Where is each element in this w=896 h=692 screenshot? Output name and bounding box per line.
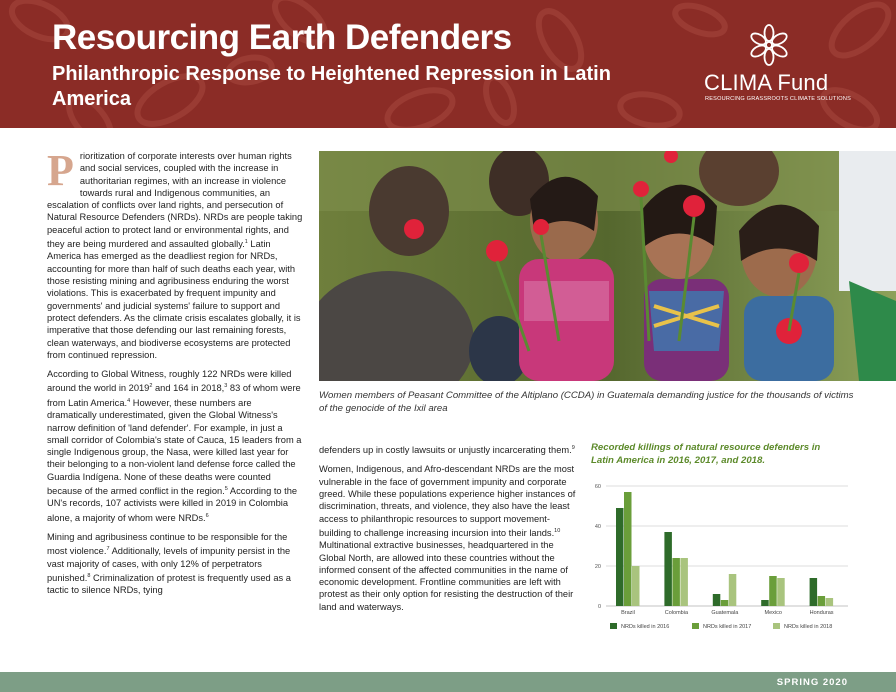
legend-label: NRDs killed in 2018 [784, 624, 833, 630]
left-text-column [47, 146, 303, 604]
page-subtitle: Philanthropic Response to Heightened Repression in Latin America [52, 63, 611, 110]
legend-label: NRDs killed in 2017 [703, 624, 752, 630]
bar-guatemala-1 [713, 594, 721, 606]
x-tick-label: Colombia [664, 610, 689, 616]
issue-date: SPRING 2020 [776, 677, 848, 688]
photo-caption: Women members of Peasant Committee of the Altiplano (CCDA) in Guatemala demanding justice for the thousands of victims of the genocide of the Ixil area [319, 390, 854, 414]
bar-colombia-2 [672, 558, 680, 606]
middle-text-column [319, 442, 577, 620]
footer-bar [0, 672, 896, 692]
bar-honduras-2 [818, 596, 826, 606]
bar-guatemala-2 [721, 600, 729, 606]
bar-brazil-2 [624, 492, 632, 606]
y-tick-label: 0 [597, 604, 601, 610]
legend-swatch [610, 623, 617, 629]
bar-honduras-3 [826, 598, 834, 606]
protest-photo [319, 151, 896, 381]
x-tick-label: Brazil [621, 610, 635, 616]
brand-name: CLIMA Fund [704, 70, 829, 95]
chart-title: Recorded killings of natural resource defenders in Latin America in 2016, 2017, and 2018. [591, 442, 821, 466]
bar-brazil-3 [632, 566, 640, 606]
y-tick-label: 20 [594, 564, 601, 570]
lawsuits-paragraph: defenders up in costly lawsuits or unjustly incarcerating them.$^9$ [319, 445, 575, 456]
vulnerable-groups-paragraph: Women, Indigenous, and Afro-descendant NRDs are the most vulnerable in the face of government impunity and corporate greed. While these populations experience higher instances of discrimination, threats, and violence, they also have the least access to philanthropic resources to support movement-building to challenge increasing incursion into their lands.$^{10}$ Multinational extractive businesses, headquartered in the Global North, are allowed into these countries without the informed consent of the affected communities in the name of economic development. Frontline communities are left with protest as their only option for resisting the destruction of their land and waterways. [319, 464, 576, 612]
legend-swatch [773, 623, 780, 629]
x-tick-label: Mexico [764, 610, 782, 616]
brand-tagline: RESOURCING GRASSROOTS CLIMATE SOLUTIONS [705, 96, 852, 102]
drop-cap: P [47, 146, 74, 195]
page-title: Resourcing Earth Defenders [52, 18, 512, 57]
bar-mexico-2 [769, 576, 777, 606]
bar-brazil-1 [616, 508, 624, 606]
intro-paragraph: Prioritization of corporate interests over human rights and social services, coupled with the increase in authoritarian regimes, with an increase in violence towards rural and Indigenous communities, an escalation of conflicts over land rights, and persecution of Natural Resource Defenders (NRDs). NRDs are people taking peaceful action to protect land or environmental rights, and they are being murdered and assaulted globally.$^1$ Latin America has emerged as the deadliest region for NRDs, accounting for more than half of such deaths each year, with those resisting mining and agribusiness enduring the worst violations. This is exacerbated by frequent impunity and governments' and judicial systems' failure to support and protect defenders. As the climate crisis escalates globally, it is imperative that those defending our last remaining forests, clean waterways, and biodiverse ecosystems are protected from continued repression. [47, 146, 303, 360]
killings-bar-chart [586, 476, 854, 641]
mining-paragraph: Mining and agribusiness continue to be responsible for the most violence.$^7$ Additionally, levels of impunity persist in the vast majority of cases, with only 12% of perpetrators punished.$^8$ Criminalization of protest is frequently used as a tactic to silence NRDs, tying [47, 532, 291, 596]
bar-honduras-1 [810, 578, 818, 606]
clima-flower-logo-icon [746, 22, 792, 68]
bar-mexico-1 [761, 600, 769, 606]
bar-colombia-3 [680, 558, 688, 606]
legend-label: NRDs killed in 2016 [621, 624, 670, 630]
bar-guatemala-3 [729, 574, 737, 606]
global-witness-paragraph: According to Global Witness, roughly 122 NRDs were killed around the world in 2019$^2$ and 164 in 2018,$^3$ 83 of whom were from Latin America.$^4$ However, these numbers are dramatically underestimated, given the Global Witness's narrow definition of 'land defender'. For example, in just a small corridor of Colombia's state of Cauca, 15 leaders from a single Indigenous group, the Nasa, were killed last year for their belonging to a non-violent land defense force called the Guardia Indígena. None of these deaths were counted because of the armed conflict in the region.$^5$ According to the UN's records, 107 activists were killed in 2019 in Colombia alone, a majority of whom were NRDs.$^6$ [47, 369, 302, 523]
y-tick-label: 40 [594, 524, 601, 530]
header-banner [0, 0, 896, 128]
bar-colombia-1 [664, 532, 672, 606]
y-tick-label: 60 [594, 484, 601, 490]
legend-swatch [692, 623, 699, 629]
x-tick-label: Guatemala [711, 610, 739, 616]
x-tick-label: Honduras [809, 610, 834, 616]
photo-illustration [319, 151, 896, 381]
bar-mexico-3 [777, 578, 785, 606]
